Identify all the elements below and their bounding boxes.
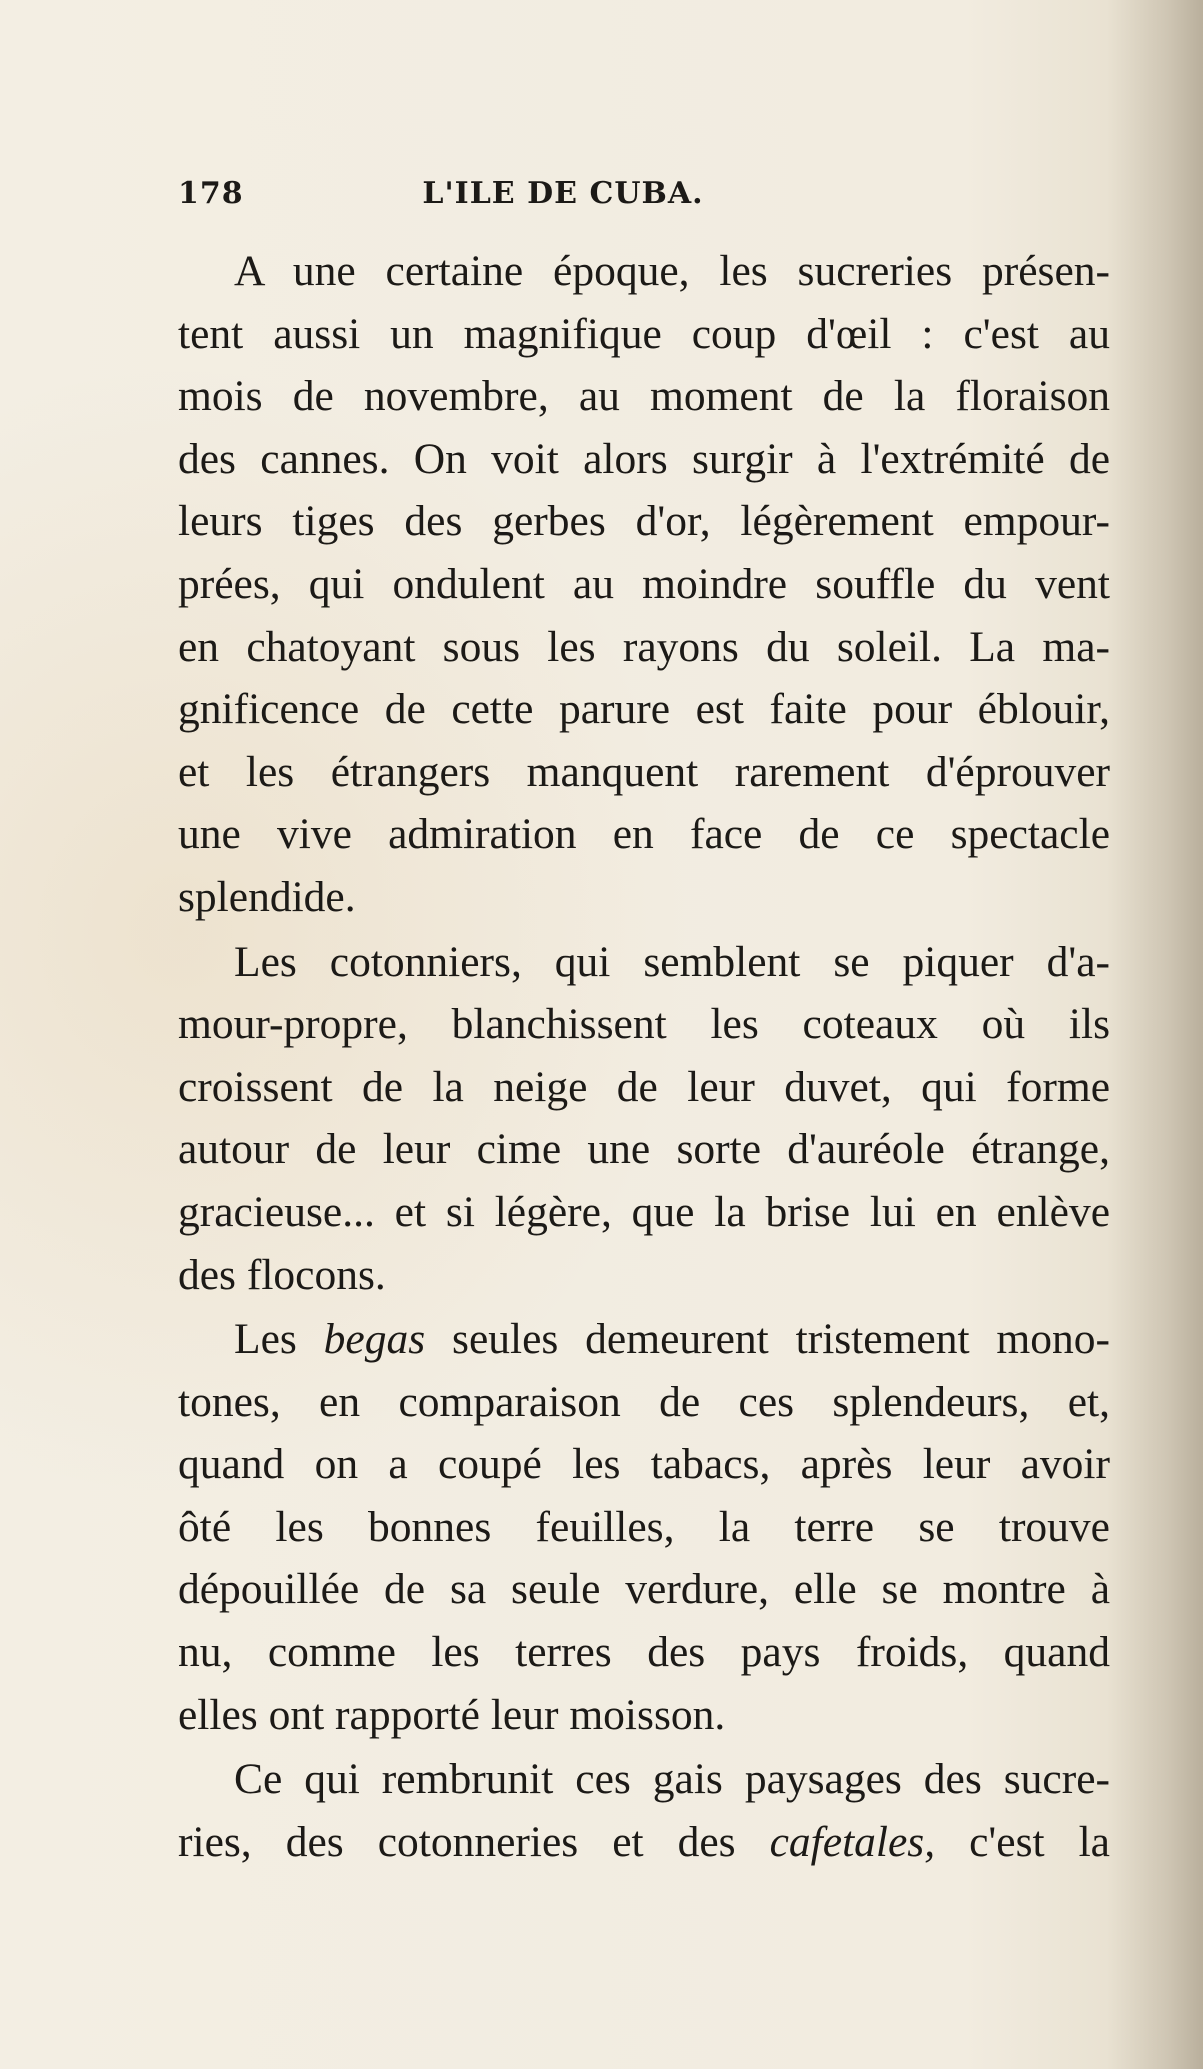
text-line: quand on a coupé les tabacs, après leur avoir <box>178 1440 1110 1489</box>
paragraph-3 <box>178 1308 1110 1746</box>
page-number: 178 <box>178 176 244 211</box>
text-line: des flocons. <box>178 1250 386 1299</box>
text-line: en chatoyant sous les rayons du soleil. La ma- <box>178 622 1110 671</box>
paragraph-1 <box>178 240 1110 929</box>
running-title: L'ILE DE CUBA. <box>422 176 704 211</box>
text-line: mour-propre, blanchissent les coteaux où ils <box>178 1000 1110 1049</box>
text-line: Ce qui rembrunit ces gais paysages des sucre- <box>234 1755 1110 1804</box>
italic-term: begas <box>323 1315 426 1364</box>
text-line: leurs tiges des gerbes d'or, légèrement empour- <box>178 497 1110 546</box>
text-segment: seules demeurent tristement mono- <box>425 1315 1111 1364</box>
text-line: une vive admiration en face de ce spectacle <box>178 810 1110 859</box>
paragraph-4 <box>178 1748 1110 1873</box>
text-line: gracieuse... et si légère, que la brise lui en enlève <box>178 1187 1110 1236</box>
text-line: tones, en comparaison de ces splendeurs, et, <box>178 1377 1110 1426</box>
text-line: des cannes. On voit alors surgir à l'extrémité de <box>178 434 1110 483</box>
text-line <box>178 1308 1110 1371</box>
text-line: gnificence de cette parure est faite pour éblouir, <box>178 685 1110 734</box>
text-line: autour de leur cime une sorte d'auréole étrange, <box>178 1125 1110 1174</box>
page-header <box>178 176 1098 222</box>
text-segment: Les <box>234 1315 324 1364</box>
text-line: dépouillée de sa seule verdure, elle se montre à <box>178 1565 1110 1614</box>
body-text <box>178 240 1110 1873</box>
text-segment: c'est la <box>935 1817 1110 1866</box>
text-line: nu, comme les terres des pays froids, quand <box>178 1628 1110 1677</box>
text-line: tent aussi un magnifique coup d'œil : c'est au <box>178 309 1110 358</box>
text-line <box>178 1811 1110 1874</box>
text-line: A une certaine époque, les sucreries présen- <box>234 247 1110 295</box>
text-line: croissent de la neige de leur duvet, qui forme <box>178 1062 1110 1111</box>
italic-term: cafetales, <box>769 1817 936 1866</box>
text-line: Les cotonniers, qui semblent se piquer d'a- <box>234 937 1110 986</box>
text-line: elles ont rapporté leur moisson. <box>178 1690 726 1739</box>
paragraph-2 <box>178 931 1110 1307</box>
text-line: et les étrangers manquent rarement d'éprouver <box>178 747 1110 796</box>
text-line: prées, qui ondulent au moindre souffle du vent <box>178 559 1110 608</box>
text-line: ôté les bonnes feuilles, la terre se trouve <box>178 1502 1110 1551</box>
text-line: splendide. <box>178 872 356 921</box>
text-line: mois de novembre, au moment de la floraison <box>178 372 1110 421</box>
text-segment: ries, des cotonneries et des <box>178 1817 770 1866</box>
